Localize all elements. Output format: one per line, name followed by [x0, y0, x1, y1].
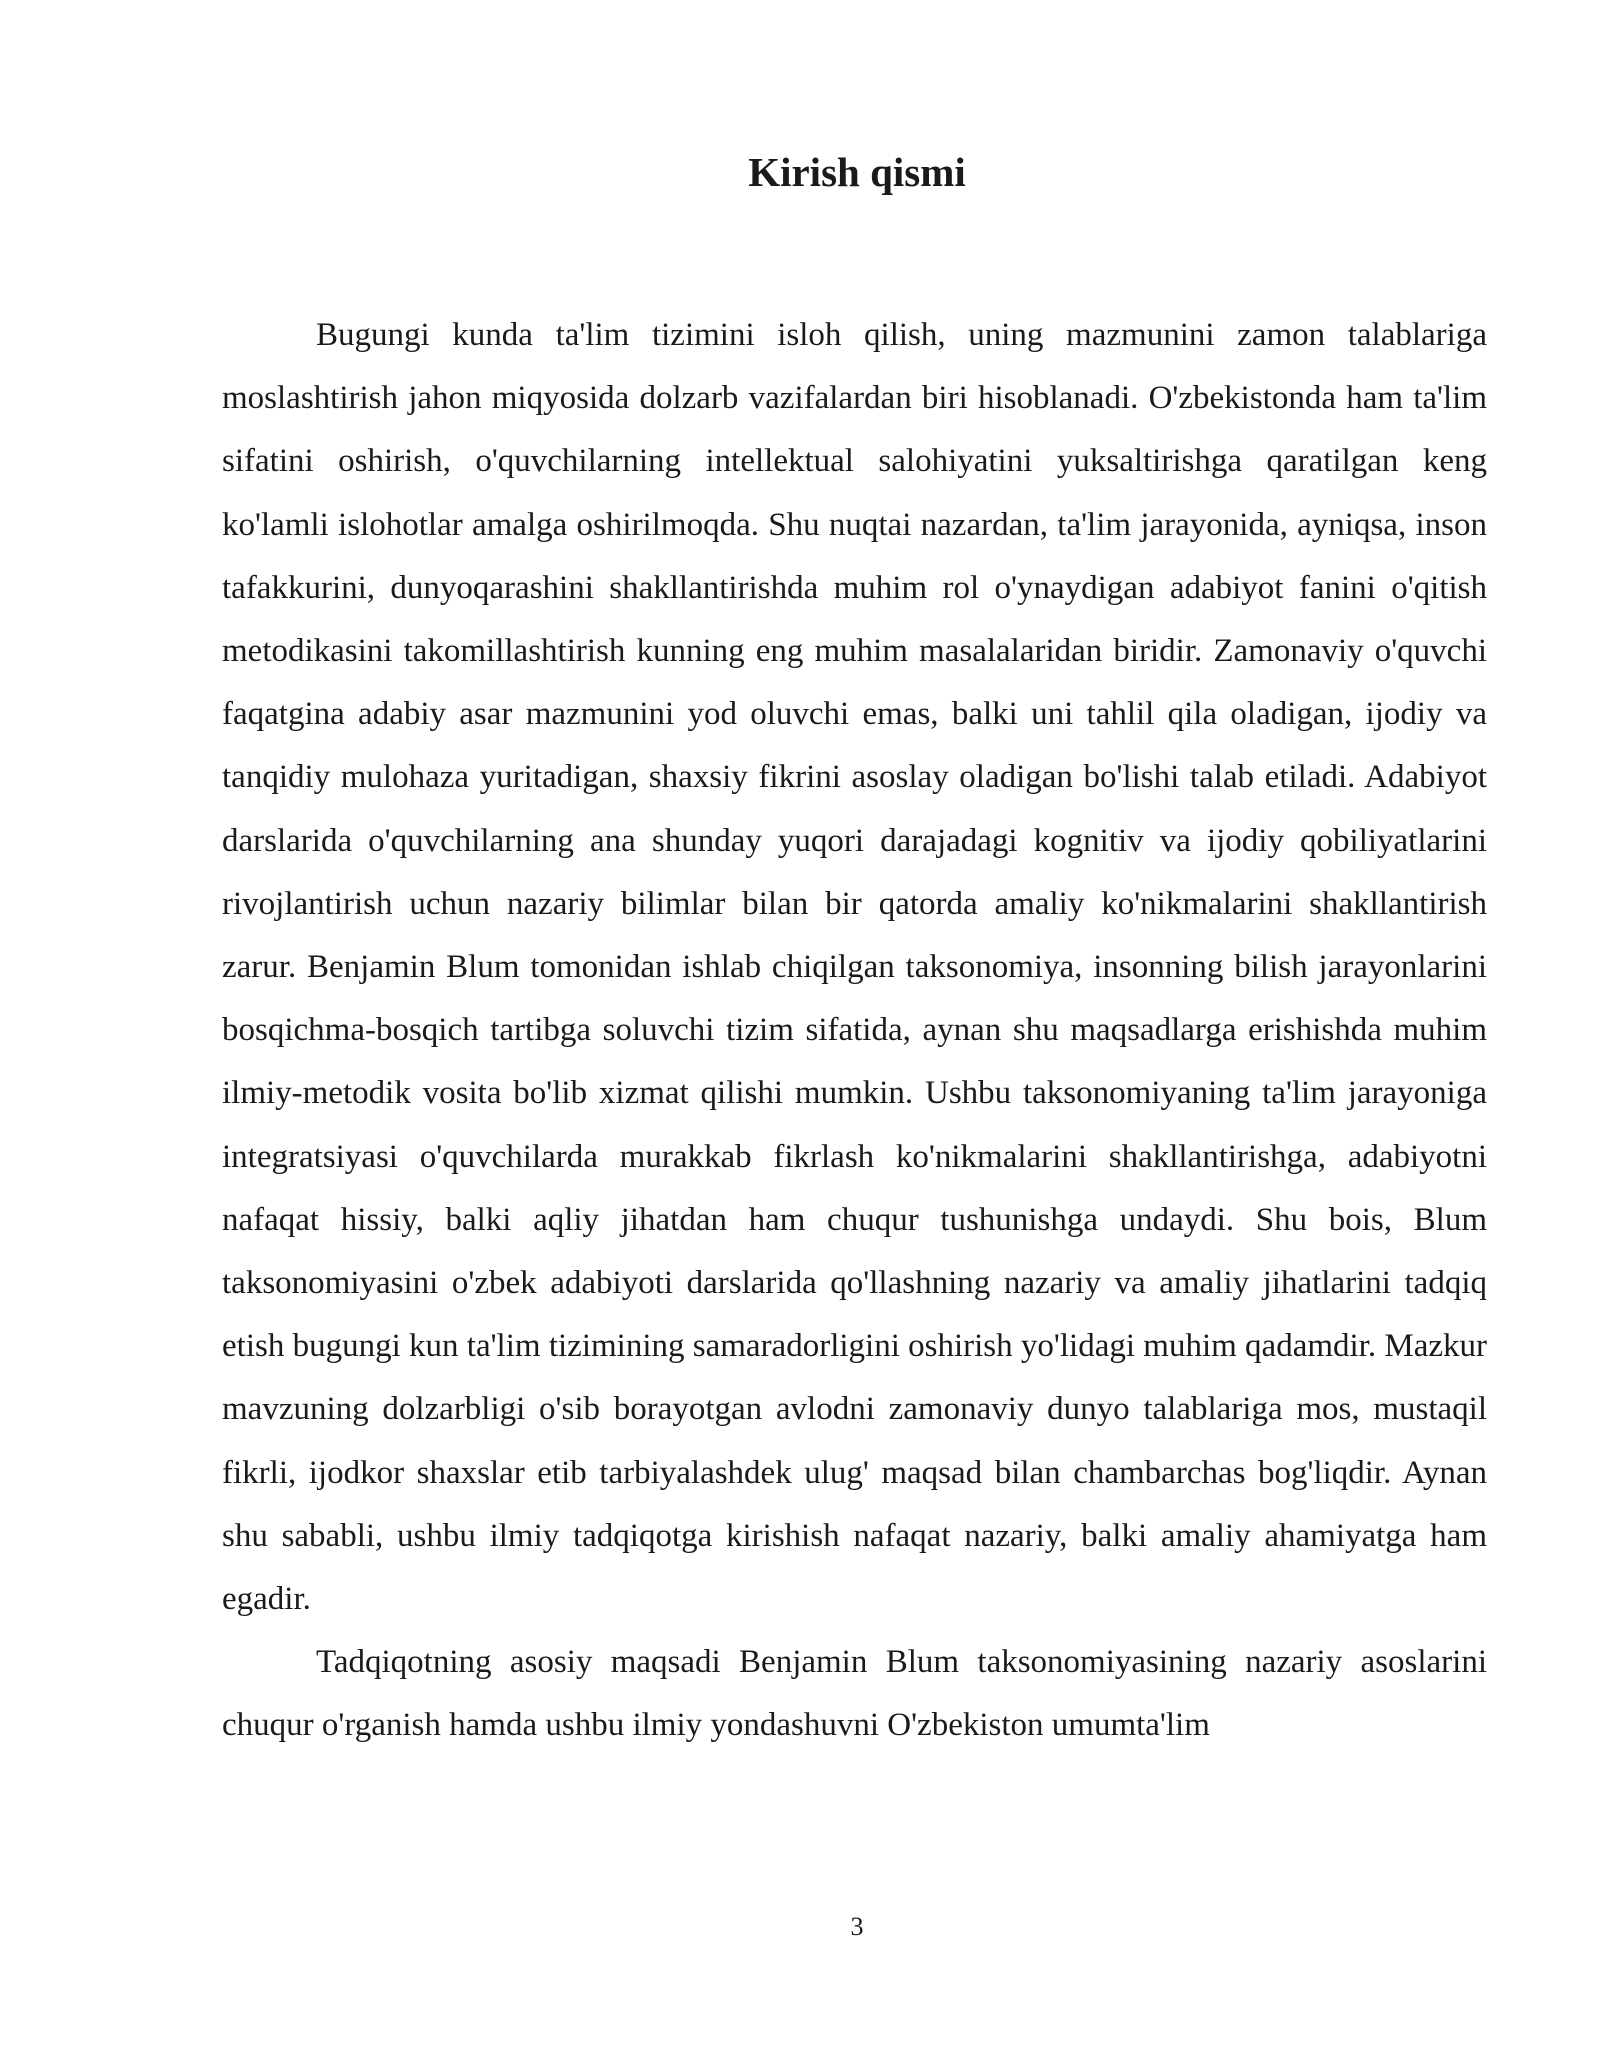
page-title: Kirish qismi — [748, 149, 966, 195]
paragraph-goal: Tadqiqotning asosiy maqsadi Benjamin Blum taksonomiyasining nazariy asoslarini chuqur o'rganish hamda ushbu ilmiy yondashuvni O'zbekiston umumta'lim — [222, 1644, 1487, 1744]
body-text — [222, 304, 1487, 1758]
paragraph-intro: Bugungi kunda ta'lim tizimini isloh qilish, uning mazmunini zamon talablariga moslashtirish jahon miqyosida dolzarb vazifalardan biri hisoblanadi. O'zbekistonda ham ta'lim sifatini oshirish, o'quvchilarning intellektual salohiyatini yuksaltirishga qaratilgan keng ko'lamli islohotlar amalga oshirilmoqda. Shu nuqtai nazardan, ta'lim jarayonida, ayniqsa, inson tafakkurini, dunyoqarashini shakllantirishda muhim rol o'ynaydigan adabiyot fanini o'qitish metodikasini takomillashtirish kunning eng muhim masalalaridan biridir. Zamonaviy o'quvchi faqatgina adabiy asar mazmunini yod oluvchi emas, balki uni tahlil qila oladigan, ijodiy va tanqidiy mulohaza yuritadigan, shaxsiy fikrini asoslay oladigan bo'lishi talab etiladi. Adabiyot darslarida o'quvchilarning ana shunday yuqori darajadagi kognitiv va ijodiy qobiliyatlarini rivojlantirish uchun nazariy bilimlar bilan bir qatorda amaliy ko'nikmalarini shakllantirish zarur. Benjamin Blum tomonidan ishlab chiqilgan taksonomiya, insonning bilish jarayonlarini bosqichma-bosqich tartibga soluvchi tizim sifatida, aynan shu maqsadlarga erishishda muhim ilmiy-metodik vosita bo'lib xizmat qilishi mumkin. Ushbu taksonomiyaning ta'lim jarayoniga integratsiyasi o'quvchilarda murakkab fikrlash ko'nikmalarini shakllantirishga, adabiyotni nafaqat hissiy, balki aqliy jihatdan ham chuqur tushunishga undaydi. Shu bois, Blum taksonomiyasini o'zbek adabiyoti darslarida qo'llashning nazariy va amaliy jihatlarini tadqiq etish bugungi kun ta'lim tizimining samaradorligini oshirish yo'lidagi muhim qadamdir. Mazkur mavzuning dolzarbligi o'sib borayotgan avlodni zamonaviy dunyo talablariga mos, mustaqil fikrli, ijodkor shaxslar etib tarbiyalashdek ulug' maqsad bilan chambarchas bog'liqdir. Aynan shu sababli, ushbu ilmiy tadqiqotga kirishish nafaqat nazariy, balki amaliy ahamiyatga ham egadir. — [222, 317, 1487, 1618]
page-number: 3 — [850, 1912, 864, 1941]
